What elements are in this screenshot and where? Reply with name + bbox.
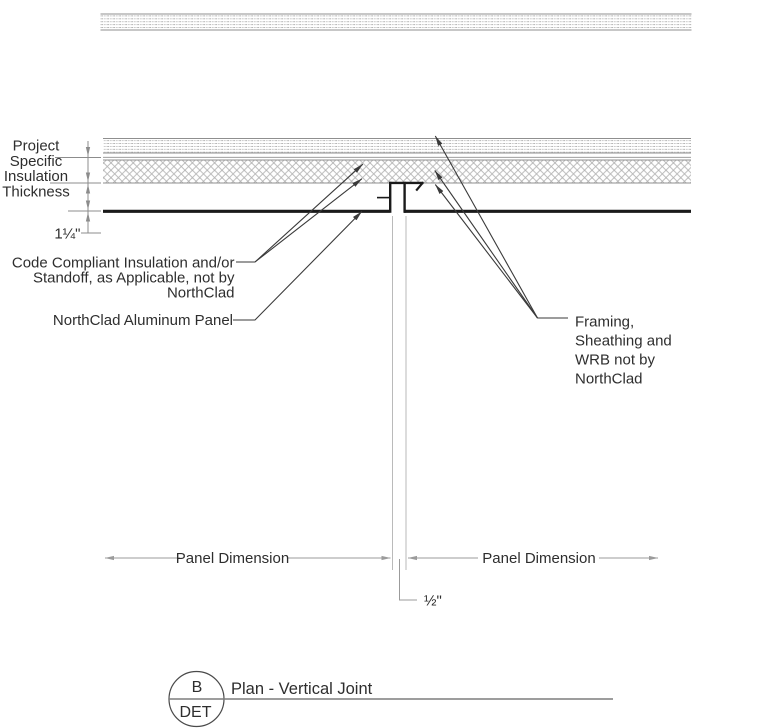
insulation-band: [103, 160, 691, 183]
insulation-thickness-label-line: Insulation: [3, 168, 69, 185]
offset-dimension-text: 1¼": [54, 225, 81, 243]
joint-gap-dimension-text: ½": [424, 592, 442, 610]
leader-line: [435, 171, 538, 319]
code-compliant-label-line: Code Compliant Insulation and/or: [11, 254, 235, 272]
insulation-thickness-label-line: Thickness: [2, 183, 70, 201]
framing-stipple-hatch: [103, 139, 691, 153]
code-compliant-label-line: NorthClad: [166, 284, 235, 302]
top-strip-stipple-hatch: [101, 15, 692, 30]
leader-line: [435, 185, 537, 319]
leader-line: [255, 179, 362, 262]
framing-label-line: Framing,: [575, 313, 635, 331]
insulation-thickness-label-line: Specific: [9, 153, 63, 170]
framing-sheathing-wrb-band: [103, 139, 691, 158]
left-dimension-string: [2, 138, 101, 243]
detail-tag: DET: [179, 704, 212, 721]
insulation-thickness-label-line: Project: [12, 137, 60, 155]
title-block: [169, 672, 613, 727]
drawing-title: Plan - Vertical Joint: [231, 680, 373, 698]
aluminum-panel-profile: [103, 182, 691, 213]
joint-gap-leader: [400, 559, 418, 600]
leader-line: [233, 212, 362, 321]
framing-label-line: Sheathing and: [575, 332, 672, 350]
top-wall-assembly-strip: [101, 14, 692, 30]
panel-label-text: NorthClad Aluminum Panel: [52, 312, 233, 329]
code-compliant-label-line: Standoff, as Applicable, not by: [32, 269, 235, 287]
framing-label-line: WRB not by: [575, 351, 656, 369]
panel-dimension-right-text: Panel Dimension: [482, 550, 596, 567]
panel-dimension-left-text: Panel Dimension: [175, 550, 290, 567]
framing-label-line: NorthClad: [575, 370, 643, 388]
insulation-crosshatch: [103, 160, 691, 183]
detail-letter: B: [191, 679, 203, 696]
